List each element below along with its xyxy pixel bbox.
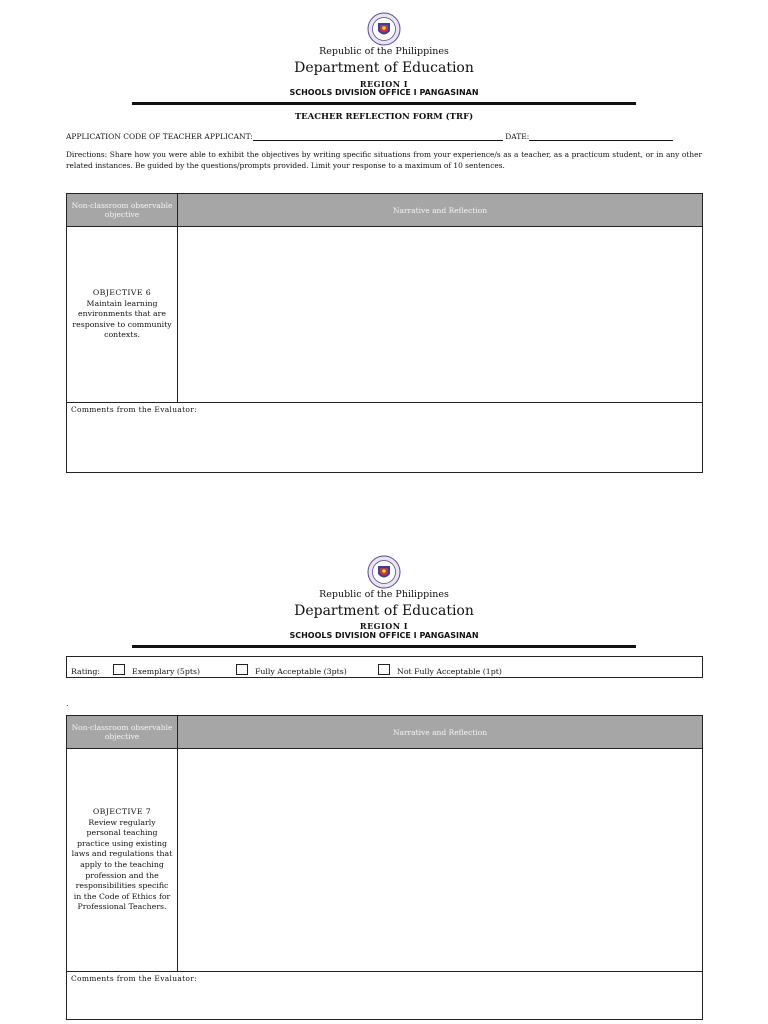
fully-acceptable-option-label: Fully Acceptable (3pts) bbox=[255, 667, 347, 676]
date-label: DATE: bbox=[505, 132, 530, 141]
date-field[interactable] bbox=[529, 131, 673, 141]
objective6-text: Maintain learning environments that are responsive to community contexts. bbox=[72, 298, 172, 340]
objective7-table bbox=[66, 715, 703, 1020]
republic-line: Republic of the Philippines bbox=[319, 46, 449, 57]
objective6-title: OBJECTIVE 6 bbox=[92, 288, 152, 298]
comments-label: Comments from the Evaluator: bbox=[71, 405, 197, 414]
objective7-comments-field[interactable] bbox=[67, 972, 703, 1020]
exemplary-option-label: Exemplary (5pts) bbox=[132, 667, 201, 676]
header-rule bbox=[132, 102, 636, 105]
objective7-text: Review regularly personal teaching practice using existing laws and regulations that apply to the teaching profession and the responsibilities specific in the Code of Ethics for Professional Teachers. bbox=[71, 817, 173, 912]
not-fully-acceptable-checkbox[interactable] bbox=[378, 664, 390, 675]
objective7-narrative-field[interactable] bbox=[178, 749, 703, 972]
objective-column-header: Non-classroom observable objective bbox=[67, 194, 178, 227]
objective6-cell bbox=[67, 227, 178, 403]
objective-column-header: Non-classroom observable objective bbox=[67, 716, 178, 749]
division-label: SCHOOLS DIVISION OFFICE I PANGASINAN bbox=[289, 88, 479, 97]
stray-mark: . bbox=[66, 699, 69, 708]
rating-label: Rating: bbox=[71, 667, 100, 676]
deped-seal-icon bbox=[367, 555, 401, 589]
application-code-line bbox=[66, 131, 706, 141]
division-label: SCHOOLS DIVISION OFFICE I PANGASINAN bbox=[289, 631, 479, 640]
narrative-column-header: Narrative and Reflection bbox=[178, 194, 703, 227]
objective7-cell bbox=[67, 749, 178, 972]
department-title: Department of Education bbox=[294, 60, 474, 76]
not-fully-acceptable-option-label: Not Fully Acceptable (1pt) bbox=[397, 667, 502, 676]
department-title: Department of Education bbox=[294, 603, 474, 619]
region-label: REGION I bbox=[359, 621, 409, 631]
narrative-column-header: Narrative and Reflection bbox=[178, 716, 703, 749]
objective6-comments-field[interactable] bbox=[67, 403, 703, 473]
objective6-narrative-field[interactable] bbox=[178, 227, 703, 403]
rating-bar bbox=[66, 656, 703, 678]
deped-seal-icon bbox=[367, 12, 401, 46]
republic-line: Republic of the Philippines bbox=[319, 589, 449, 600]
application-code-label: APPLICATION CODE OF TEACHER APPLICANT: bbox=[66, 132, 253, 141]
exemplary-checkbox[interactable] bbox=[113, 664, 125, 675]
form-title: TEACHER REFLECTION FORM (TRF) bbox=[294, 112, 474, 122]
objective7-title: OBJECTIVE 7 bbox=[92, 807, 152, 817]
application-code-field[interactable] bbox=[253, 131, 503, 141]
header-rule bbox=[132, 645, 636, 648]
comments-label: Comments from the Evaluator: bbox=[71, 974, 197, 983]
region-label: REGION I bbox=[359, 79, 409, 89]
directions-text: Directions: Share how you were able to exhibit the objectives by writing specific situations from your experience/s as a teacher, as a practicum student, or in any other related instances. Be guided by the questions/prompts provided. Limit your response to a maximum of 10 sentences. bbox=[66, 150, 702, 170]
objective6-table bbox=[66, 193, 703, 473]
fully-acceptable-checkbox[interactable] bbox=[236, 664, 248, 675]
